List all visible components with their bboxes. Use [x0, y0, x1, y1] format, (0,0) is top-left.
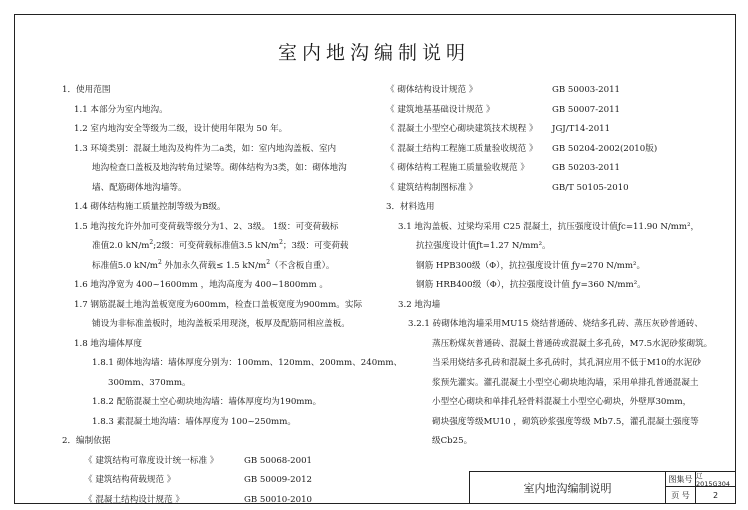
clause-1-8-1-cont: 300mm、370mm。 — [62, 374, 382, 394]
page-number-value: 2 — [696, 487, 735, 503]
standard-row: 《 混凝土结构工程施工质量验收规范 》 GB 50204-2002(2010版) — [386, 140, 726, 160]
standard-row: 《 砌体结构设计规范 》 GB 50003-2011 — [386, 81, 726, 101]
clause-3-2-1-cont: 小型空心砌块和单排孔轻骨料混凝土小型空心砌块，外壁厚30mm， — [386, 393, 726, 413]
clause-3-1-cont: 钢筋 HPB300级（Φ），抗拉强度设计值 ƒy=270 N/mm²。 — [386, 257, 726, 277]
clause-1-6: 1.6 地沟净宽为 400~1600mm ，地沟高度为 400~1800mm 。 — [62, 276, 382, 296]
standard-row: 《 砌体结构工程施工质量验收规范 》 GB 50203-2011 — [386, 159, 726, 179]
clause-1-8-3: 1.8.3 素混凝土地沟墙：墙体厚度为 100~250mm。 — [62, 413, 382, 433]
standard-row: 《 建筑结构可靠度设计统一标准 》 GB 50068-2001 — [62, 452, 382, 472]
clause-3-2: 3.2 地沟墙 — [386, 296, 726, 316]
clause-1-5: 1.5 地沟按允许外加可变荷载等级分为1、2、3级。 1级：可变荷载标 — [62, 218, 382, 238]
clause-3-1-cont: 钢筋 HRB400级（Φ），抗拉强度设计值 ƒy=360 N/mm²。 — [386, 276, 726, 296]
section-1-heading: 1．使用范围 — [62, 81, 382, 101]
clause-3-2-1-cont: 当采用烧结多孔砖和混凝土多孔砖时，其孔洞应用不低于M10的水泥砂 — [386, 354, 726, 374]
clause-1-5-cont: 准值2.0 $kN/m^2;2$级：可变荷载标准值3.5 $kN/m^2$；3级：可变荷载 — [62, 237, 382, 257]
section-3-heading: 3．材料选用 — [386, 198, 726, 218]
clause-1-3-cont: 地沟检查口盖板及地沟转角过梁等。砌体结构为3类，如：砌体地沟 — [62, 159, 382, 179]
clause-1-4: 1.4 砌体结构施工质量控制等级为B级。 — [62, 198, 382, 218]
atlas-number-label: 图集号 — [666, 472, 696, 487]
clause-1-2: 1.2 室内地沟安全等级为二级，设计使用年限为 50 年。 — [62, 120, 382, 140]
page-title: 室内地沟编制说明 — [0, 38, 748, 65]
clause-1-5-cont: 标准值5.0 $kN/m^2$ 外加永久荷载≤ 1.5 $kN/m^2$（不含板自重）。 — [62, 257, 382, 277]
clause-1-8-2: 1.8.2 配筋混凝土空心砌块地沟墙：墙体厚度均为190mm。 — [62, 393, 382, 413]
standard-row: 《 建筑结构荷载规范 》 GB 50009-2012 — [62, 471, 382, 491]
left-column — [62, 81, 382, 510]
clause-3-1: 3.1 地沟盖板、过梁均采用 C25 混凝土，抗压强度设计值ƒc=11.90 N/mm²， — [386, 218, 726, 238]
atlas-number-value: 辽2015G304 — [696, 472, 735, 487]
clause-3-1-cont: 抗拉强度设计值ƒt=1.27 N/mm²。 — [386, 237, 726, 257]
title-block-name: 室内地沟编制说明 — [470, 472, 666, 503]
standard-row: 《 建筑结构制图标准 》 GB/T 50105-2010 — [386, 179, 726, 199]
clause-1-1: 1.1 本部分为室内地沟。 — [62, 101, 382, 121]
title-block — [469, 471, 736, 504]
clause-1-8-1: 1.8.1 砌体地沟墙：墙体厚度分别为：100mm、120mm、200mm、240mm、 — [62, 354, 382, 374]
clause-3-2-1-cont: 蒸压粉煤灰普通砖、混凝土普通砖或混凝土多孔砖，M7.5水泥砂浆砌筑。 — [386, 335, 726, 355]
right-column — [386, 81, 726, 452]
standard-row: 《 混凝土小型空心砌块建筑技术规程 》 JGJ/T14-2011 — [386, 120, 726, 140]
clause-3-2-1-cont: 级Cb25。 — [386, 432, 726, 452]
page-number-label: 页 号 — [666, 487, 696, 503]
clause-1-8: 1.8 地沟墙体厚度 — [62, 335, 382, 355]
standard-row: 《 建筑地基基础设计规范 》 GB 50007-2011 — [386, 101, 726, 121]
clause-3-2-1: 3.2.1 砖砌体地沟墙采用MU15 烧结普通砖、烧结多孔砖、蒸压灰砂普通砖、 — [386, 315, 726, 335]
clause-3-2-1-cont: 砌块强度等级MU10 ，砌筑砂浆强度等级 Mb7.5，灌孔混凝土强度等 — [386, 413, 726, 433]
clause-1-7-cont: 铺设为非标准盖板时，地沟盖板采用现浇，板厚及配筋同相应盖板。 — [62, 315, 382, 335]
section-2-heading: 2．编制依据 — [62, 432, 382, 452]
clause-3-2-1-cont: 浆预先灌实。灌孔混凝土小型空心砌块地沟墙，采用单排孔普通混凝土 — [386, 374, 726, 394]
clause-1-3-cont: 墙、配筋砌体地沟墙等。 — [62, 179, 382, 199]
standard-row: 《 混凝土结构设计规范 》 GB 50010-2010 — [62, 491, 382, 510]
clause-1-7: 1.7 钢筋混凝土地沟盖板宽度为600mm，检查口盖板宽度为900mm。实际 — [62, 296, 382, 316]
clause-1-3: 1.3 环境类别：混凝土地沟及构件为二a类，如：室内地沟盖板、室内 — [62, 140, 382, 160]
